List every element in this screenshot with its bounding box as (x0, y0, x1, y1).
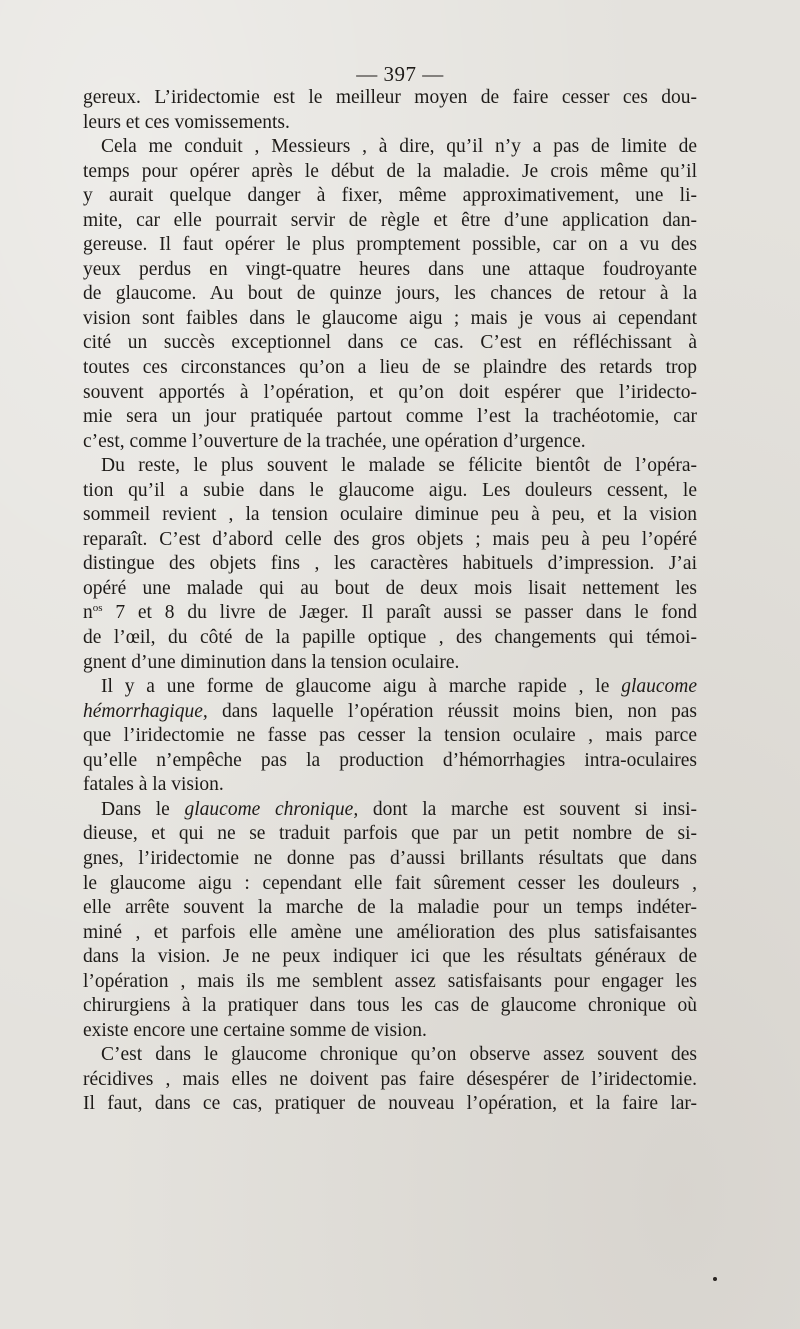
text-line: chirurgiens à la pratiquer dans tous les cas de glaucome chronique où (83, 995, 697, 1017)
text-line (83, 798, 697, 823)
text-line (83, 601, 697, 626)
text-line: gereuse. Il faut opérer le plus promptement possible, car on a vu des (83, 234, 697, 256)
text-segment: Dans le (101, 798, 185, 820)
text-line: sommeil revient , la tension oculaire diminue peu à peu, et la vision (83, 504, 697, 526)
text-line: souvent apportés à l’opération, et qu’on doit espérer que l’iridecto- (83, 381, 697, 403)
text-line: fatales à la vision. (83, 774, 224, 796)
text-line: tion qu’il a subie dans le glaucome aigu. Les douleurs cessent, le (83, 479, 697, 501)
text-line: distingue des objets fins , les caractères habituels d’impression. J’ai (83, 553, 697, 575)
text-line: que l’iridectomie ne fasse pas cesser la tension oculaire , mais parce (83, 725, 697, 747)
superscript: os (92, 602, 103, 615)
body-text (83, 86, 697, 1117)
text-line: gereux. L’iridectomie est le meilleur moyen de faire cesser ces dou- (83, 87, 697, 108)
text-line: le glaucome aigu : cependant elle fait sûrement cesser les douleurs , (83, 872, 697, 894)
text-line: leurs et ces vomissements. (83, 111, 290, 133)
text-line: toutes ces circonstances qu’on a lieu de se plaindre des retards trop (83, 357, 697, 379)
text-line: gnes, l’iridectomie ne donne pas d’aussi brillants résultats que dans (83, 847, 697, 869)
text-line: Il faut, dans ce cas, pratiquer de nouveau l’opération, et la faire lar- (83, 1093, 697, 1115)
text-line: mite, car elle pourrait servir de règle et être d’une application dan- (83, 209, 697, 231)
text-segment: dans laquelle l’opération réussit moins bien, non pas (207, 700, 697, 722)
text-line: Du reste, le plus souvent le malade se félicite bientôt de l’opéra- (101, 455, 697, 477)
text-segment: dont la marche est souvent si insi- (358, 798, 697, 820)
text-segment: Il y a une forme de glaucome aigu à marche rapide , le (101, 676, 622, 698)
text-line: dans la vision. Je ne peux indiquer ici que les résultats généraux de (83, 946, 697, 968)
text-line: opéré une malade qui au bout de deux mois lisait nettement les (83, 577, 697, 599)
text-segment: n (83, 602, 93, 624)
text-line (83, 700, 697, 725)
text-line: yeux perdus en vingt-quatre heures dans une attaque foudroyante (83, 258, 697, 280)
text-line: Cela me conduit , Messieurs , à dire, qu’il n’y a pas de limite de (101, 136, 697, 158)
text-line: elle arrête souvent la marche de la maladie pour un temps indéter- (83, 897, 697, 919)
text-line: C’est dans le glaucome chronique qu’on observe assez souvent des (101, 1044, 697, 1066)
text-line: de l’œil, du côté de la papille optique , des changements qui témoi- (83, 627, 697, 649)
text-line: existe encore une certaine somme de vision. (83, 1019, 427, 1041)
text-segment: 7 et 8 du livre de Jæger. Il paraît aussi se passer dans le fond (102, 602, 697, 624)
italic-term: glaucome (621, 676, 697, 698)
page-number: — 397 — (356, 62, 444, 86)
text-line (83, 675, 697, 700)
text-line: vision sont faibles dans le glaucome aigu ; mais je vous ai cependant (83, 307, 697, 329)
text-line: y aurait quelque danger à fixer, même approximativement, une li- (83, 185, 697, 207)
text-line: l’opération , mais ils me semblent assez satisfaisants pour engager les (83, 970, 697, 992)
text-line: de glaucome. Au bout de quinze jours, les chances de retour à la (83, 283, 697, 305)
text-line: gnent d’une diminution dans la tension oculaire. (83, 651, 460, 673)
text-line: dieuse, et qui ne se traduit parfois que par un petit nombre de si- (83, 823, 697, 845)
text-line: reparaît. C’est d’abord celle des gros objets ; mais peu à peu l’opéré (83, 528, 697, 550)
text-line: qu’elle n’empêche pas la production d’hémorrhagies intra-oculaires (83, 749, 697, 771)
text-line: c’est, comme l’ouverture de la trachée, une opération d’urgence. (83, 430, 586, 452)
text-line: temps pour opérer après le début de la maladie. Je crois même qu’il (83, 160, 697, 182)
italic-term: glaucome chronique, (184, 798, 359, 820)
ink-speck (713, 1277, 717, 1281)
text-line: miné , et parfois elle amène une amélioration des plus satisfaisantes (83, 921, 697, 943)
text-line: cité un succès exceptionnel dans ce cas. C’est en réfléchissant à (83, 332, 697, 354)
text-line: récidives , mais elles ne doivent pas faire désespérer de l’iridectomie. (83, 1068, 697, 1090)
text-line: mie sera un jour pratiquée partout comme l’est la trachéotomie, car (83, 406, 697, 428)
italic-term: hémorrhagique, (83, 700, 208, 722)
